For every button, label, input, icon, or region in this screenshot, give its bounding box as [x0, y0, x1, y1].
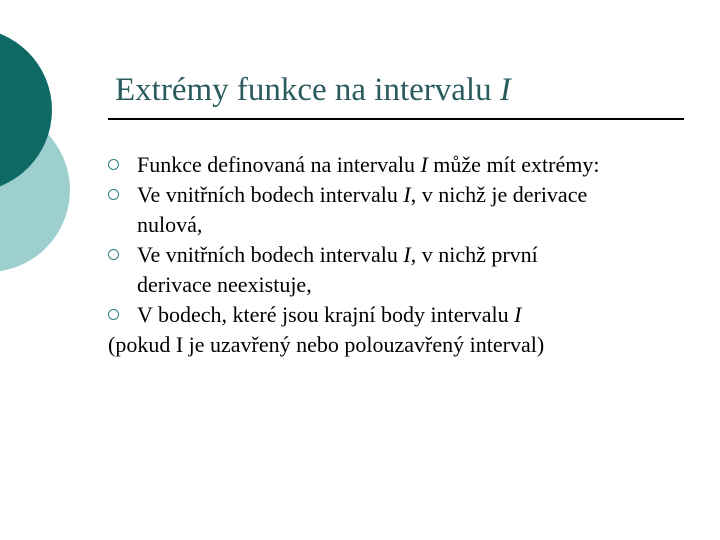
- bullet-line: V bodech, které jsou krajní body intervalu I: [137, 302, 522, 327]
- decorative-circles: [0, 0, 110, 300]
- bullet-line: Ve vnitřních bodech intervalu I, v nichž je derivace: [137, 182, 588, 207]
- bullet-item: [108, 150, 688, 180]
- bullet-item: [108, 180, 688, 240]
- bullet-circle-icon: [108, 159, 119, 170]
- bracket-note: (pokud I je uzavřený nebo polouzavřený interval): [108, 332, 545, 357]
- slide-body: [108, 150, 688, 360]
- bullet-line: nulová,: [137, 212, 203, 237]
- bullet-item: [108, 240, 688, 300]
- bullet-line: Funkce definovaná na intervalu I může mít extrémy:: [137, 152, 600, 177]
- bullet-line: Ve vnitřních bodech intervalu I, v nichž první: [137, 242, 538, 267]
- bullet-circle-icon: [108, 189, 119, 200]
- bullet-circle-icon: [108, 249, 119, 260]
- slide-title: [115, 70, 511, 110]
- title-variable: I: [499, 72, 511, 108]
- bullet-item: [108, 300, 688, 330]
- bullet-circle-icon: [108, 309, 119, 320]
- title-underline: [108, 118, 684, 120]
- title-text: Extrémy funkce na intervalu: [115, 72, 500, 108]
- bullet-line: derivace neexistuje,: [137, 272, 312, 297]
